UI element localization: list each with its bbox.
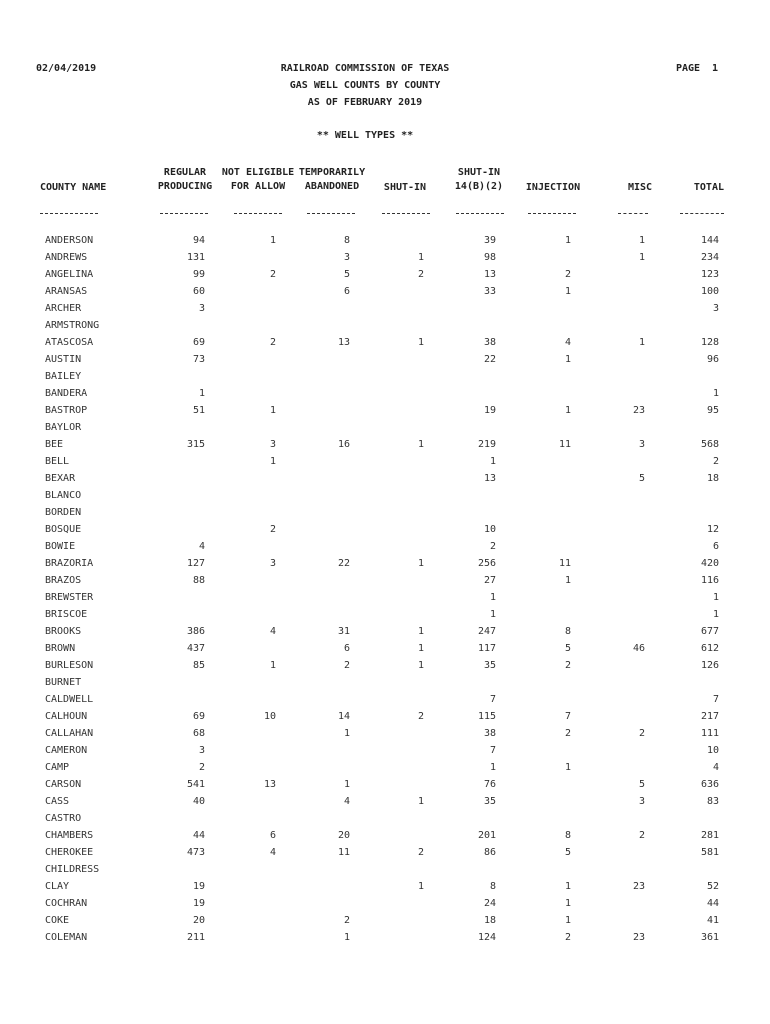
county-name-cell: ANGELINA [45, 269, 94, 280]
regular-producing-cell: 69 [192, 337, 205, 348]
shut-in-cell: 1 [417, 558, 424, 569]
shut-in-14b2-cell: 1 [489, 762, 496, 773]
table-row [0, 606, 770, 623]
misc-cell: 1 [638, 337, 645, 348]
not-eligible-cell: 4 [269, 626, 276, 637]
injection-cell: 1 [564, 354, 571, 365]
table-row [0, 283, 770, 300]
misc-cell: 2 [638, 728, 645, 739]
section-title: ** WELL TYPES ** [316, 130, 414, 141]
regular-producing-cell: 131 [186, 252, 205, 263]
injection-cell: 1 [564, 762, 571, 773]
header-rule-temp [307, 213, 355, 214]
total-cell: 96 [706, 354, 719, 365]
county-name-cell: ARCHER [45, 303, 82, 314]
header-rule-county [40, 213, 98, 214]
total-cell: 234 [700, 252, 719, 263]
total-cell: 52 [706, 881, 719, 892]
regular-producing-cell: 2 [198, 762, 205, 773]
not-eligible-cell: 6 [269, 830, 276, 841]
table-row [0, 470, 770, 487]
total-cell: 44 [706, 898, 719, 909]
temp-abandoned-cell: 2 [343, 660, 350, 671]
total-cell: 126 [700, 660, 719, 671]
misc-cell: 1 [638, 235, 645, 246]
total-cell: 41 [706, 915, 719, 926]
shut-in-cell: 1 [417, 439, 424, 450]
injection-cell: 5 [564, 847, 571, 858]
table-row [0, 368, 770, 385]
county-name-cell: COLEMAN [45, 932, 88, 943]
county-name-cell: ARMSTRONG [45, 320, 100, 331]
regular-producing-cell: 99 [192, 269, 205, 280]
temp-abandoned-cell: 11 [337, 847, 350, 858]
shut-in-cell: 2 [417, 847, 424, 858]
col-noteligible-line2: FOR ALLOW [230, 181, 286, 192]
total-cell: 420 [700, 558, 719, 569]
not-eligible-cell: 3 [269, 558, 276, 569]
county-name-cell: CASS [45, 796, 70, 807]
injection-cell: 11 [558, 558, 571, 569]
total-cell: 95 [706, 405, 719, 416]
not-eligible-cell: 4 [269, 847, 276, 858]
page-label: PAGE [676, 63, 701, 74]
injection-cell: 1 [564, 898, 571, 909]
county-name-cell: BREWSTER [45, 592, 94, 603]
regular-producing-cell: 85 [192, 660, 205, 671]
col-regular-header [155, 166, 215, 194]
shut-in-14b2-cell: 22 [483, 354, 496, 365]
table-row [0, 912, 770, 929]
temp-abandoned-cell: 5 [343, 269, 350, 280]
county-name-cell: CHEROKEE [45, 847, 94, 858]
misc-cell: 5 [638, 473, 645, 484]
shut-in-14b2-cell: 115 [477, 711, 496, 722]
shut-in-14b2-cell: 98 [483, 252, 496, 263]
regular-producing-cell: 60 [192, 286, 205, 297]
temp-abandoned-cell: 6 [343, 286, 350, 297]
table-row [0, 827, 770, 844]
misc-cell: 1 [638, 252, 645, 263]
table-row [0, 572, 770, 589]
county-name-cell: CHILDRESS [45, 864, 100, 875]
county-name-cell: BAILEY [45, 371, 82, 382]
not-eligible-cell: 2 [269, 524, 276, 535]
header-rule-misc [618, 213, 648, 214]
shut-in-14b2-cell: 18 [483, 915, 496, 926]
not-eligible-cell: 10 [263, 711, 276, 722]
table-row [0, 878, 770, 895]
shut-in-cell: 1 [417, 881, 424, 892]
shut-in-14b2-cell: 219 [477, 439, 496, 450]
header-rule-shutin14 [456, 213, 504, 214]
col-shutin14-line1: SHUT-IN [457, 167, 501, 178]
temp-abandoned-cell: 31 [337, 626, 350, 637]
temp-abandoned-cell: 22 [337, 558, 350, 569]
temp-abandoned-cell: 20 [337, 830, 350, 841]
temp-abandoned-cell: 6 [343, 643, 350, 654]
total-cell: 144 [700, 235, 719, 246]
shut-in-cell: 2 [417, 711, 424, 722]
injection-cell: 1 [564, 575, 571, 586]
misc-cell: 23 [632, 405, 645, 416]
county-name-cell: CALDWELL [45, 694, 94, 705]
col-temp-line2: ABANDONED [304, 181, 360, 192]
shut-in-14b2-cell: 13 [483, 269, 496, 280]
header-rule-regular [160, 213, 208, 214]
col-regular-line1: REGULAR [163, 167, 207, 178]
shut-in-14b2-cell: 39 [483, 235, 496, 246]
regular-producing-cell: 211 [186, 932, 205, 943]
misc-cell: 23 [632, 881, 645, 892]
table-row [0, 334, 770, 351]
shut-in-14b2-cell: 35 [483, 660, 496, 671]
table-row [0, 929, 770, 946]
regular-producing-cell: 19 [192, 898, 205, 909]
county-name-cell: CARSON [45, 779, 82, 790]
total-cell: 281 [700, 830, 719, 841]
table-row [0, 402, 770, 419]
regular-producing-cell: 69 [192, 711, 205, 722]
county-name-cell: BOWIE [45, 541, 76, 552]
table-row [0, 538, 770, 555]
county-name-cell: CHAMBERS [45, 830, 94, 841]
total-cell: 83 [706, 796, 719, 807]
table-row [0, 300, 770, 317]
regular-producing-cell: 44 [192, 830, 205, 841]
shut-in-14b2-cell: 19 [483, 405, 496, 416]
shut-in-14b2-cell: 124 [477, 932, 496, 943]
not-eligible-cell: 2 [269, 269, 276, 280]
col-temp-line1: TEMPORARILY [298, 167, 366, 178]
shut-in-cell: 1 [417, 337, 424, 348]
injection-cell: 1 [564, 405, 571, 416]
shut-in-cell: 1 [417, 796, 424, 807]
regular-producing-cell: 1 [198, 388, 205, 399]
table-row [0, 725, 770, 742]
regular-producing-cell: 51 [192, 405, 205, 416]
injection-cell: 4 [564, 337, 571, 348]
injection-cell: 1 [564, 286, 571, 297]
injection-cell: 11 [558, 439, 571, 450]
county-name-cell: COCHRAN [45, 898, 88, 909]
regular-producing-cell: 437 [186, 643, 205, 654]
total-cell: 2 [712, 456, 719, 467]
table-row [0, 351, 770, 368]
total-cell: 1 [712, 609, 719, 620]
county-name-cell: ANDERSON [45, 235, 94, 246]
report-subtitle: GAS WELL COUNTS BY COUNTY [289, 80, 441, 91]
table-row [0, 453, 770, 470]
temp-abandoned-cell: 4 [343, 796, 350, 807]
report-as-of: AS OF FEBRUARY 2019 [307, 97, 423, 108]
shut-in-14b2-cell: 117 [477, 643, 496, 654]
injection-cell: 7 [564, 711, 571, 722]
col-total-header: TOTAL [693, 182, 724, 193]
county-name-cell: BURNET [45, 677, 82, 688]
shut-in-14b2-cell: 24 [483, 898, 496, 909]
county-name-cell: BEE [45, 439, 64, 450]
page-number: 1 [712, 63, 719, 74]
regular-producing-cell: 541 [186, 779, 205, 790]
total-cell: 217 [700, 711, 719, 722]
total-cell: 581 [700, 847, 719, 858]
table-row [0, 742, 770, 759]
table-row [0, 861, 770, 878]
shut-in-14b2-cell: 10 [483, 524, 496, 535]
total-cell: 6 [712, 541, 719, 552]
county-name-cell: CAMP [45, 762, 70, 773]
col-noteligible-line1: NOT ELIGIBLE [221, 167, 295, 178]
total-cell: 568 [700, 439, 719, 450]
table-row [0, 691, 770, 708]
county-name-cell: BORDEN [45, 507, 82, 518]
table-row [0, 810, 770, 827]
table-row [0, 759, 770, 776]
regular-producing-cell: 19 [192, 881, 205, 892]
total-cell: 3 [712, 303, 719, 314]
table-row [0, 436, 770, 453]
misc-cell: 23 [632, 932, 645, 943]
shut-in-14b2-cell: 7 [489, 694, 496, 705]
temp-abandoned-cell: 8 [343, 235, 350, 246]
injection-cell: 8 [564, 830, 571, 841]
injection-cell: 2 [564, 269, 571, 280]
table-row [0, 657, 770, 674]
table-row [0, 640, 770, 657]
shut-in-14b2-cell: 35 [483, 796, 496, 807]
temp-abandoned-cell: 13 [337, 337, 350, 348]
county-name-cell: CAMERON [45, 745, 88, 756]
not-eligible-cell: 1 [269, 456, 276, 467]
table-row [0, 793, 770, 810]
shut-in-14b2-cell: 76 [483, 779, 496, 790]
table-row [0, 623, 770, 640]
header-rule-total [680, 213, 724, 214]
table-row [0, 504, 770, 521]
table-row [0, 589, 770, 606]
total-cell: 111 [700, 728, 719, 739]
county-name-cell: CALLAHAN [45, 728, 94, 739]
county-name-cell: BELL [45, 456, 70, 467]
temp-abandoned-cell: 3 [343, 252, 350, 263]
county-name-cell: CLAY [45, 881, 70, 892]
regular-producing-cell: 73 [192, 354, 205, 365]
injection-cell: 1 [564, 235, 571, 246]
regular-producing-cell: 3 [198, 745, 205, 756]
county-name-cell: BRAZOS [45, 575, 82, 586]
county-name-cell: BRISCOE [45, 609, 88, 620]
total-cell: 12 [706, 524, 719, 535]
total-cell: 7 [712, 694, 719, 705]
shut-in-14b2-cell: 1 [489, 609, 496, 620]
misc-cell: 46 [632, 643, 645, 654]
regular-producing-cell: 20 [192, 915, 205, 926]
misc-cell: 5 [638, 779, 645, 790]
shut-in-14b2-cell: 33 [483, 286, 496, 297]
regular-producing-cell: 315 [186, 439, 205, 450]
total-cell: 10 [706, 745, 719, 756]
table-row [0, 385, 770, 402]
col-county-header: COUNTY NAME [40, 182, 107, 193]
col-shutin-header: SHUT-IN [383, 182, 427, 193]
injection-cell: 2 [564, 728, 571, 739]
total-cell: 128 [700, 337, 719, 348]
injection-cell: 2 [564, 932, 571, 943]
col-noteligible-header [220, 166, 296, 194]
shut-in-14b2-cell: 1 [489, 592, 496, 603]
total-cell: 612 [700, 643, 719, 654]
total-cell: 123 [700, 269, 719, 280]
county-name-cell: BRAZORIA [45, 558, 94, 569]
report-title: RAILROAD COMMISSION OF TEXAS [280, 63, 450, 74]
misc-cell: 2 [638, 830, 645, 841]
temp-abandoned-cell: 14 [337, 711, 350, 722]
table-row [0, 674, 770, 691]
table-row [0, 232, 770, 249]
total-cell: 361 [700, 932, 719, 943]
table-row [0, 708, 770, 725]
regular-producing-cell: 3 [198, 303, 205, 314]
county-name-cell: AUSTIN [45, 354, 82, 365]
shut-in-cell: 1 [417, 626, 424, 637]
table-row [0, 266, 770, 283]
injection-cell: 1 [564, 915, 571, 926]
table-row [0, 895, 770, 912]
injection-cell: 2 [564, 660, 571, 671]
not-eligible-cell: 2 [269, 337, 276, 348]
regular-producing-cell: 473 [186, 847, 205, 858]
table-row [0, 776, 770, 793]
col-misc-header: MISC [627, 182, 653, 193]
shut-in-14b2-cell: 38 [483, 337, 496, 348]
not-eligible-cell: 1 [269, 660, 276, 671]
table-row [0, 555, 770, 572]
shut-in-cell: 2 [417, 269, 424, 280]
temp-abandoned-cell: 1 [343, 932, 350, 943]
shut-in-14b2-cell: 256 [477, 558, 496, 569]
county-name-cell: BASTROP [45, 405, 88, 416]
county-name-cell: BOSQUE [45, 524, 82, 535]
total-cell: 677 [700, 626, 719, 637]
total-cell: 116 [700, 575, 719, 586]
header-rule-injection [528, 213, 576, 214]
county-name-cell: BROWN [45, 643, 76, 654]
county-name-cell: ATASCOSA [45, 337, 94, 348]
county-name-cell: ARANSAS [45, 286, 88, 297]
temp-abandoned-cell: 16 [337, 439, 350, 450]
injection-cell: 1 [564, 881, 571, 892]
regular-producing-cell: 40 [192, 796, 205, 807]
table-row [0, 844, 770, 861]
total-cell: 4 [712, 762, 719, 773]
not-eligible-cell: 13 [263, 779, 276, 790]
total-cell: 636 [700, 779, 719, 790]
header-rule-noteligible [234, 213, 282, 214]
col-shutin14-header [448, 166, 510, 194]
county-table-body [0, 232, 770, 946]
total-cell: 1 [712, 388, 719, 399]
table-row [0, 487, 770, 504]
col-injection-header: INJECTION [525, 182, 581, 193]
report-date: 02/04/2019 [36, 63, 97, 74]
county-name-cell: BEXAR [45, 473, 76, 484]
table-row [0, 419, 770, 436]
regular-producing-cell: 127 [186, 558, 205, 569]
temp-abandoned-cell: 2 [343, 915, 350, 926]
total-cell: 18 [706, 473, 719, 484]
misc-cell: 3 [638, 439, 645, 450]
county-name-cell: CASTRO [45, 813, 82, 824]
table-row [0, 317, 770, 334]
shut-in-14b2-cell: 8 [489, 881, 496, 892]
total-cell: 100 [700, 286, 719, 297]
shut-in-14b2-cell: 201 [477, 830, 496, 841]
shut-in-cell: 1 [417, 660, 424, 671]
county-name-cell: BAYLOR [45, 422, 82, 433]
shut-in-14b2-cell: 38 [483, 728, 496, 739]
temp-abandoned-cell: 1 [343, 728, 350, 739]
table-row [0, 521, 770, 538]
shut-in-14b2-cell: 13 [483, 473, 496, 484]
county-name-cell: BLANCO [45, 490, 82, 501]
county-name-cell: COKE [45, 915, 70, 926]
not-eligible-cell: 1 [269, 405, 276, 416]
shut-in-14b2-cell: 2 [489, 541, 496, 552]
col-temp-header [297, 166, 367, 194]
injection-cell: 8 [564, 626, 571, 637]
county-name-cell: BROOKS [45, 626, 82, 637]
shut-in-14b2-cell: 247 [477, 626, 496, 637]
not-eligible-cell: 3 [269, 439, 276, 450]
col-regular-line2: PRODUCING [157, 181, 213, 192]
shut-in-cell: 1 [417, 643, 424, 654]
misc-cell: 3 [638, 796, 645, 807]
shut-in-cell: 1 [417, 252, 424, 263]
regular-producing-cell: 88 [192, 575, 205, 586]
county-name-cell: BURLESON [45, 660, 94, 671]
shut-in-14b2-cell: 1 [489, 456, 496, 467]
shut-in-14b2-cell: 7 [489, 745, 496, 756]
col-shutin14-line2: 14(B)(2) [454, 181, 504, 192]
shut-in-14b2-cell: 27 [483, 575, 496, 586]
county-name-cell: BANDERA [45, 388, 88, 399]
total-cell: 1 [712, 592, 719, 603]
injection-cell: 5 [564, 643, 571, 654]
table-row [0, 249, 770, 266]
temp-abandoned-cell: 1 [343, 779, 350, 790]
header-rule-shutin [382, 213, 430, 214]
not-eligible-cell: 1 [269, 235, 276, 246]
shut-in-14b2-cell: 86 [483, 847, 496, 858]
county-name-cell: CALHOUN [45, 711, 88, 722]
regular-producing-cell: 68 [192, 728, 205, 739]
regular-producing-cell: 94 [192, 235, 205, 246]
county-name-cell: ANDREWS [45, 252, 88, 263]
regular-producing-cell: 4 [198, 541, 205, 552]
regular-producing-cell: 386 [186, 626, 205, 637]
